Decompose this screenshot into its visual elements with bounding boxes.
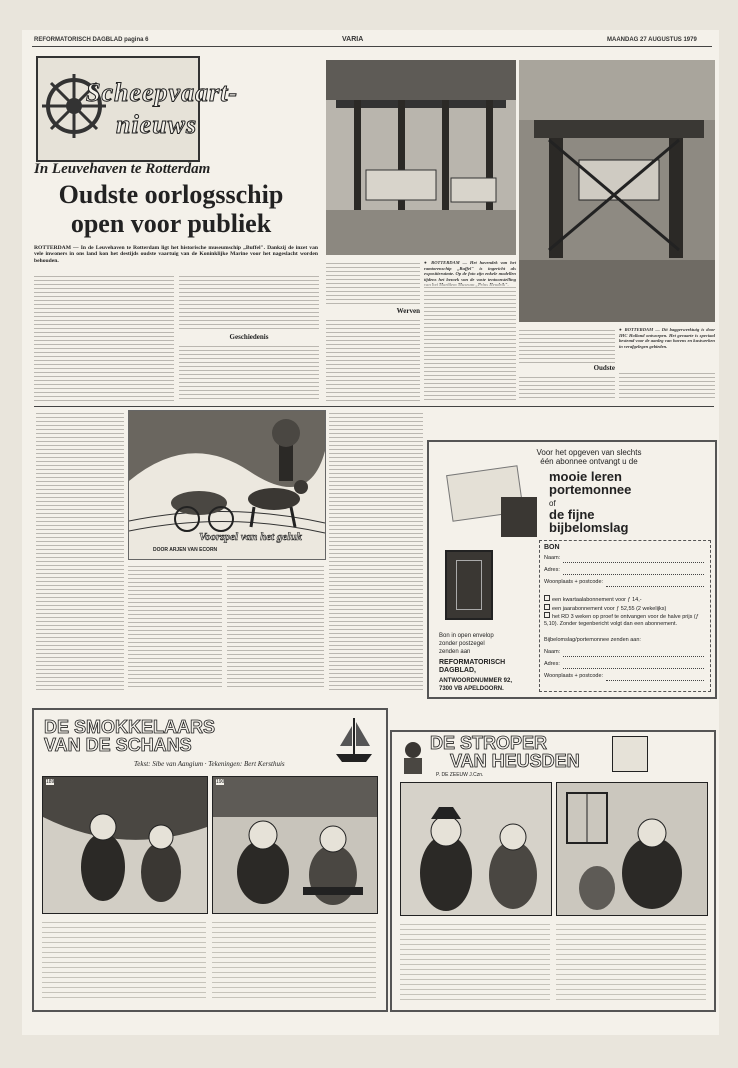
send-instructions [439,632,512,693]
subhead-werven: Werven [396,307,420,315]
story-title: Voorspel van het geluk [199,531,302,543]
coupon-option-1[interactable] [544,595,704,604]
section-divider [34,406,714,407]
comic1-title [44,718,215,754]
sailing-ship-icon [334,716,374,766]
comic1-panel-1-art [43,777,207,913]
gift-address-row[interactable] [544,661,704,669]
comic2-credit: P. DE ZEEUW J.Czn. [436,772,484,778]
prize-1-line-2: portemonnee [549,482,632,497]
caption-dredger: ● ROTTERDAM — Dit baggerwerktuig is door IHC Holland ontworpen. Het gevaarte is speciaal bestemd voor de aanleg van havens en kustwerken in verafgelegen gebieden. [619,327,715,349]
caption-museum-ship: ● ROTTERDAM — Het havendek van het ramtorenschip „Buffel" is ingericht als expositieruimte. Op de foto zijn enkele modellen tijdens het bezoek van de vaste tentoonstelling [424,260,516,282]
header-left: REFORMATORISCH DAGBLAD pagina 6 [34,37,149,43]
header-rule [32,46,712,47]
option-3-label: het RD 3 weken op proef te ontvangen voor de halve prijs (ƒ 5,10). Zonder tegenbericht volgt dan een abonnement. [544,614,699,627]
section-logo [36,56,239,162]
subscription-ad [427,440,717,699]
header-section: VARIA [342,36,364,43]
wallet-dark-image [501,497,537,537]
comic2-text-1 [400,920,550,1002]
hunter-portrait-icon [400,738,426,774]
article-column-2a [179,273,319,331]
prize-2-line-1: de fijne [549,507,595,522]
logo-title-1: Scheepvaart- [86,78,239,107]
comic1-text-1 [42,918,206,1002]
comic2-title [430,734,580,770]
send-address-2: 7300 VB APELDOORN. [439,686,504,692]
comic1-title-line-2: VAN DE SCHANS [44,735,192,755]
coupon-option-2[interactable] [544,604,704,613]
article-column-6 [619,370,715,401]
gift-place-label: Woonplaats + postcode: [544,673,604,679]
comic2-panel-2 [556,782,708,916]
coupon-address-row[interactable] [544,567,704,575]
coupon-name-row[interactable] [544,555,704,563]
article-column-1 [34,273,174,401]
coupon-title: BON [544,544,560,551]
museum-ship-photo-art [326,60,516,255]
comic2-portrait [400,738,426,774]
comic-stroper [390,730,716,1012]
comic2-panel-1 [400,782,552,916]
story-column-2 [128,563,222,690]
comic2-title-line-2: VAN HEUSDEN [450,751,580,771]
headline-line-2: open voor publiek [70,209,272,238]
comic2-panel-1-art [401,783,551,915]
option-3-checkbox[interactable] [544,612,550,618]
dredger-photo-art [519,60,715,322]
story-column-4 [329,410,423,690]
send-text-2: zonder postzegel [439,641,485,647]
comic1-panel-1 [42,776,208,914]
article-column-3a [326,260,420,305]
send-address-1: ANTWOORDNUMMER 92, [439,678,512,684]
coupon-name-field[interactable] [563,555,704,563]
coupon-option-3[interactable] [544,612,704,627]
story-column-1 [36,410,124,690]
comic2-title-line-1: DE STROPER [430,733,548,753]
option-1-label: een kwartaalabonnement voor ƒ 14,- [552,597,642,603]
photo-museum-ship [326,60,516,255]
coupon-place-label: Woonplaats + postcode: [544,579,604,585]
comic2-badge-icon [612,736,648,772]
prize-2-line-2: bijbelomslag [549,520,629,535]
send-text-3: zenden aan [439,649,471,655]
option-2-checkbox[interactable] [544,604,550,610]
article-column-2b [179,343,319,401]
ad-prize-2 [549,508,628,534]
ad-intro [529,448,649,466]
option-1-checkbox[interactable] [544,595,550,601]
gift-address-label: Adres: [544,661,560,667]
article-column-5a [519,327,615,363]
ad-or: of [549,499,556,508]
prize-1-line-1: mooie leren [549,469,622,484]
comic1-title-line-1: DE SMOKKELAARS [44,717,216,737]
coupon-name-label: Naam: [544,555,561,561]
gift-name-field[interactable] [563,649,704,657]
article-headline [22,180,320,238]
send-org-2: DAGBLAD, [439,667,476,674]
coupon-address-field[interactable] [563,567,704,575]
subhead-oudste: Oudste [593,364,615,372]
coupon-place-row[interactable] [544,579,704,587]
coupon-address-label: Adres: [544,567,560,573]
gift-name-row[interactable] [544,649,704,657]
coupon-form [539,540,711,692]
comic1-text-2 [212,918,376,1002]
comic1-panel-2-number: 190 [216,779,225,785]
logo-title-2: nieuws [116,110,198,139]
comic-smokkelaars [32,708,388,1012]
article-column-4 [424,284,516,401]
article-kicker: In Leuvehaven te Rotterdam [34,161,211,177]
gift-address-field[interactable] [563,661,704,669]
gift-place-field[interactable] [606,673,704,681]
comic1-panel-1-number: 189 [46,779,55,785]
comic1-credit: Tekst: Sibe van Aangium · Tekeningen: Bert Kersthuis [134,760,285,768]
ad-prize-1 [549,470,631,496]
comic1-ship-logo [334,716,374,766]
comic1-panel-2 [212,776,378,914]
send-org-1: REFORMATORISCH [439,659,506,666]
comic2-panel-2-art [557,783,707,915]
article-column-3b [326,317,420,401]
comic1-panel-2-art [213,777,377,913]
coupon-gift-label: Bijbelomslag/portemonnee zenden aan: [544,637,641,643]
gift-place-row[interactable] [544,673,704,681]
coupon-place-field[interactable] [606,579,704,587]
option-2-label: een jaarabonnement voor ƒ 52,55 (2 wekelijks) [552,605,667,612]
ad-intro-line-2: één abonnee ontvangt u de [540,457,638,466]
story-author: DOOR ARJEN VAN ECORN [153,547,218,553]
header-date: MAANDAG 27 AUGUSTUS 1979 [607,37,697,43]
headline-line-1: Oudste oorlogsschip [58,180,284,209]
article-lead: ROTTERDAM — In de Leuvehaven te Rotterdam ligt het historische museumschip „Buffel". Dankzij de inzet van vele inwoners in ons land kon het destijds oudste vaartuig van de Koninklijke Marine voor het nageslacht worden behouden. [34,245,318,264]
subhead-geschiedenis: Geschiedenis [229,333,269,341]
gift-name-label: Naam: [544,649,561,655]
newspaper-page [22,30,719,1035]
story-column-3 [227,563,324,690]
story-illustration [128,410,326,560]
photo-dredger [519,60,715,322]
coupon-options [544,595,704,627]
article-column-5b [519,374,615,401]
comic2-text-2 [556,920,706,1002]
ad-intro-line-1: Voor het opgeven van slechts [536,448,642,457]
send-text-1: Bon in open envelop [439,633,494,639]
bible-cover-image [445,550,493,620]
